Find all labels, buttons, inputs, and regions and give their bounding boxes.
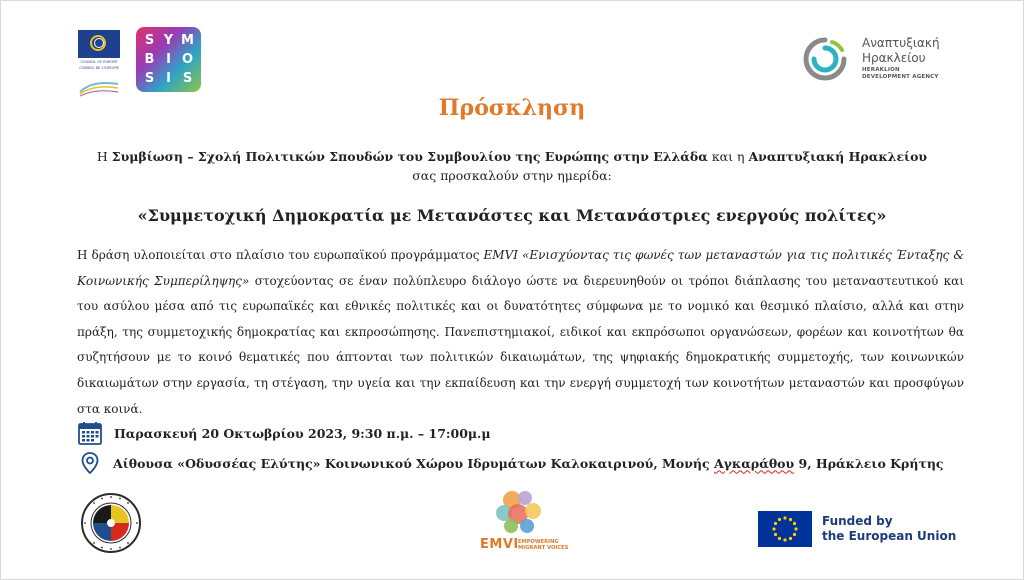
emvi-tagline: EMPOWERING MIGRANT VOICES — [518, 539, 569, 551]
agency-name: Αναπτυξιακή Ηρακλείου — [862, 36, 940, 65]
coe-label-fr: CONSEIL DE L'EUROPE — [79, 66, 119, 70]
page-title: Πρόσκληση — [438, 95, 586, 121]
symbiosis-letter: B — [144, 52, 155, 67]
agency-subtitle: HERAKLION DEVELOPMENT AGENCY — [862, 67, 939, 80]
symbiosis-letter: I — [166, 71, 171, 86]
emvi-name: EMVI — [480, 537, 519, 552]
council-of-europe-logo — [78, 30, 120, 98]
event-date-row — [78, 421, 491, 445]
agency-swirl-icon — [802, 36, 848, 82]
symbiosis-letter: I — [166, 52, 171, 67]
event-location: Αίθουσα «Οδυσσέας Ελύτης» Κοινωνικού Χώρου Ιδρυμάτων Καλοκαιρινού, Μονής Αγκαράθου 9, Ηράκλειο Κρήτης — [113, 455, 944, 471]
event-date: Παρασκευή 20 Οκτωβρίου 2023, 9:30 π.μ. – 17:00μ.μ — [114, 425, 491, 441]
symbiosis-letter: S — [182, 71, 193, 86]
symbiosis-letter: S — [144, 71, 155, 86]
event-title: «Συμμετοχική Δημοκρατία με Μετανάστες και Μετανάστριες ενεργούς πολίτες» — [137, 206, 887, 225]
coe-label: COUNCIL OF EUROPE — [80, 60, 118, 64]
eu-funding-text: Funded by the European Union — [822, 514, 957, 543]
heraklion-development-agency-logo — [800, 36, 960, 86]
symbiosis-logo — [136, 27, 201, 92]
calendar-icon — [78, 421, 102, 445]
symbiosis-letter: M — [181, 33, 194, 48]
description-paragraph: Η δράση υλοποιείται στο πλαίσιο του ευρωπαϊκού προγράμματος EMVI «Ενισχύοντας τις φωνές των μεταναστών για τις πολιτικές Ένταξης & Κοινωνικής Συμπερίληψης» στοχεύοντας σε έναν πολύπλευρο διάλογο ώστε να διερευνηθούν οι τρόποι διάπλασης του μεταναστευτικού και του ασύλου μέσα από τις ευρωπαϊκές και εθνικές πολιτικές και οι δυνατότητες σύμφωνα με το νομικό και θεσμικό πλαίσιο, αλλά και στην πράξη, της συμμετοχικής δημοκρατίας και εκπροσώπησης. Πανεπιστημιακοί, ειδικοί και εκπρόσωποι οργανώσεων, φορέων και κοινοτήτων θα συζητήσουν με το κοινό θεματικές που άπτονται των πολιτικών δικαιωμάτων, της ψηφιακής δημοκρατικής συμμετοχής, των κοινωνικών δικαιωμάτων στην εργασία, τη στέγαση, την υγεία και την εκπαίδευση και την ενεργή συμμετοχή των κοινοτήτων μεταναστών και προσφύγων στα κοινά. — [77, 248, 965, 416]
coe-flag-icon — [78, 30, 120, 58]
emvi-logo — [478, 490, 570, 556]
location-pin-icon — [81, 452, 99, 474]
intro-text: Η Συμβίωση – Σχολή Πολιτικών Σπουδών του Συμβουλίου της Ευρώπης στην Ελλάδα και η Αναπτυξιακή Ηρακλείου σας προσκαλούν στην ημερίδα: — [96, 149, 928, 183]
kalokairinou-foundations-logo — [80, 492, 142, 554]
emvi-bubbles-icon — [492, 490, 552, 536]
eu-flag-icon — [758, 511, 812, 547]
event-location-row — [81, 451, 944, 475]
symbiosis-letter: S — [144, 33, 155, 48]
eu-funding-logo — [758, 510, 958, 548]
symbiosis-letter: Y — [163, 33, 174, 48]
symbiosis-letter: O — [181, 52, 194, 67]
